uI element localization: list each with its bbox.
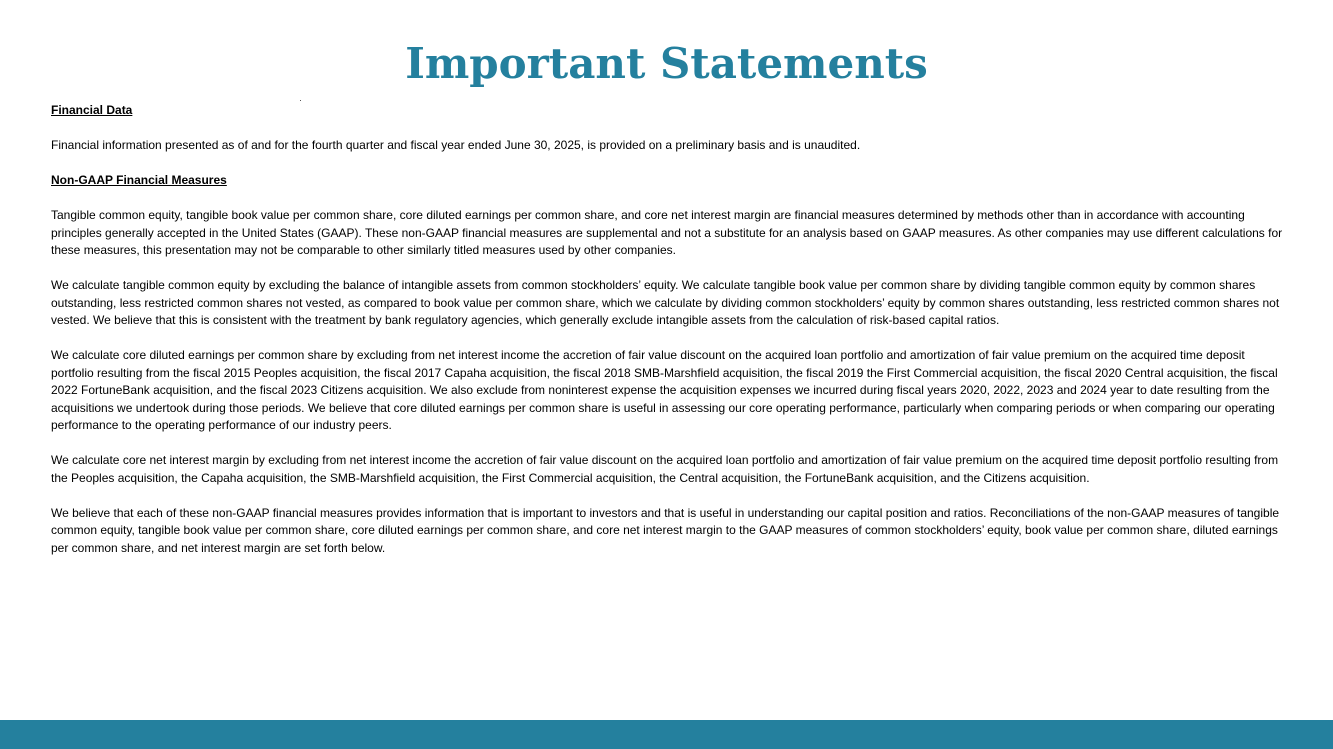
non-gaap-paragraph-core-eps: We calculate core diluted earnings per common share by excluding from net interest income the accretion of fair value discount on the acquired loan portfolio and amortization of fair value premium on the acquired time deposit portfolio resulting from the fiscal 2015 Peoples acquisition, the fiscal 2017 Capaha acquisition, the fiscal 2018 SMB-Marshfield acquisition, the fiscal 2019 the First Commercial acquisition, the fiscal 2020 Central acquisition, the fiscal 2022 FortuneBank acquisition, and the fiscal 2023 Citizens acquisition. We also exclude from noninterest expense the acquisition expenses we incurred during fiscal years 2020, 2022, 2023 and 2024 year to date resulting from the acquisitions we undertook during those periods. We believe that core diluted earnings per common share is useful in assessing our core operating performance, particularly when comparing periods or when comparing our operating performance to the operating performance of our industry peers. (51, 348, 1278, 432)
section-heading-non-gaap: Non-GAAP Financial Measures (51, 173, 227, 187)
non-gaap-paragraph-definition: Tangible common equity, tangible book value per common share, core diluted earnings per common share, and core net interest margin are financial measures determined by methods other than in accordance with accounting principles generally accepted in the United States (GAAP). These non-GAAP financial measures are supplemental and not a substitute for an analysis based on GAAP measures. As other companies may use different calculations for these measures, this presentation may not be comparable to other similarly titled measures used by other companies. (51, 208, 1283, 257)
footer-bar (0, 720, 1333, 749)
non-gaap-paragraph-reconciliation: We believe that each of these non-GAAP financial measures provides information that is important to investors and that is useful in understanding our capital position and ratios. Reconciliations of the non-GAAP measures of tangible common equity, tangible book value per common share, core diluted earnings per common share, and core net interest margin to the GAAP measures of common stockholders’ equity, book value per common share, diluted earnings per common share, and net interest margin are set forth below. (51, 505, 1280, 555)
section-heading-financial-data: Financial Data (51, 103, 133, 117)
non-gaap-paragraph-tangible-equity: We calculate tangible common equity by excluding the balance of intangible assets from common stockholders’ equity. We calculate tangible book value per common share by dividing tangible common equity by common shares outstanding, less restricted common shares not vested, as compared to book value per common share, which we calculate by dividing common stockholders’ equity by common shares outstanding, less restricted common shares not vested. We believe that this is consistent with the treatment by bank regulatory agencies, which generally exclude intangible assets from the calculation of risk-based capital ratios. (51, 278, 1280, 327)
non-gaap-paragraph-core-nim: We calculate core net interest margin by excluding from net interest income the accretion of fair value discount on the acquired loan portfolio and amortization of fair value premium on the acquired time deposit portfolio resulting from the Peoples acquisition, the Capaha acquisition, the SMB-Marshfield acquisition, the First Commercial acquisition, the Central acquisition, the FortuneBank acquisition, and the Citizens acquisition. (51, 453, 1279, 485)
financial-data-paragraph: Financial information presented as of and for the fourth quarter and fiscal year ended June 30, 2025, is provided on a preliminary basis and is unaudited. (51, 138, 861, 152)
slide-body (51, 102, 1287, 575)
slide-title: Important Statements (405, 39, 928, 88)
stray-dot (300, 100, 301, 101)
